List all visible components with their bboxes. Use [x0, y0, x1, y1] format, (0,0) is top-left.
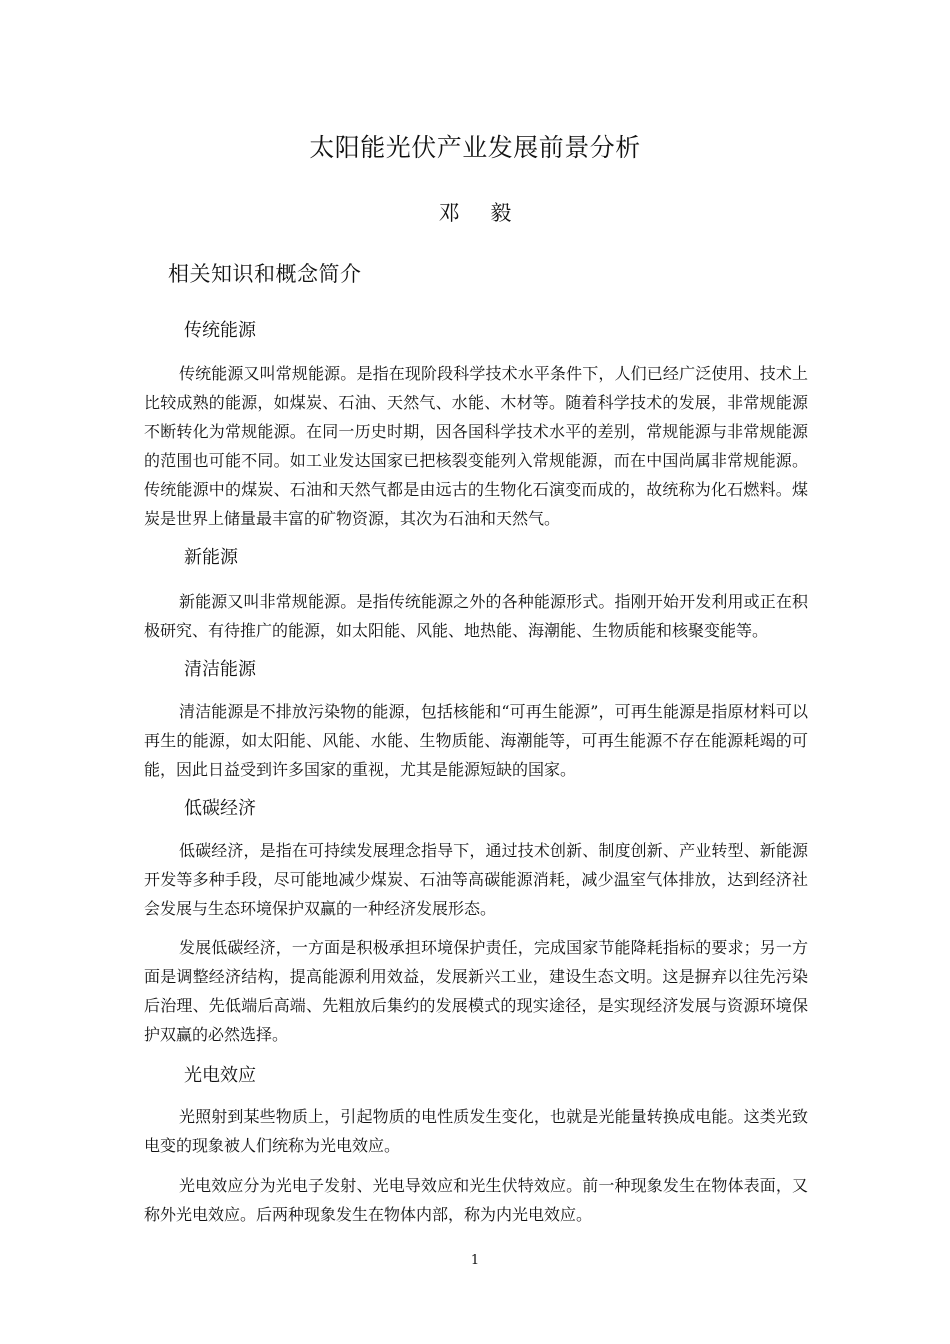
paragraph-photoelectric-effect-2: 光电效应分为光电子发射、光电导效应和光生伏特效应。前一种现象发生在物体表面，又称外光电效应。后两种现象发生在物体内部，称为内光电效应。: [144, 1176, 808, 1224]
paragraph-low-carbon-economy-1: 低碳经济，是指在可持续发展理念指导下，通过技术创新、制度创新、产业转型、新能源开发等多种手段，尽可能地减少煤炭、石油等高碳能源消耗，减少温室气体排放，达到经济社会发展与生态环境保护双赢的一种经济发展形态。: [144, 841, 808, 918]
subsection-heading-clean-energy: 清洁能源: [184, 659, 256, 680]
subsection-heading-low-carbon-economy: 低碳经济: [184, 798, 256, 819]
paragraph-photoelectric-effect-1: 光照射到某些物质上，引起物质的电性质发生变化，也就是光能量转换成电能。这类光致电变的现象被人们统称为光电效应。: [144, 1107, 808, 1155]
paragraph-traditional-energy: 传统能源又叫常规能源。是指在现阶段科学技术水平条件下，人们已经广泛使用、技术上比较成熟的能源，如煤炭、石油、天然气、水能、木材等。随着科学技术的发展，非常规能源不断转化为常规能源。在同一历史时期，因各国科学技术水平的差别，常规能源与非常规能源的范围也可能不同。如工业发达国家已把核裂变能列入常规能源，而在中国尚属非常规能源。传统能源中的煤炭、石油和天然气都是由远古的生物化石演变而成的，故统称为化石燃料。煤炭是世界上储量最丰富的矿物资源，其次为石油和天然气。: [144, 364, 808, 528]
page-number: 1: [470, 1253, 480, 1268]
subsection-heading-photoelectric-effect: 光电效应: [184, 1065, 256, 1086]
paragraph-low-carbon-economy-2: 发展低碳经济，一方面是积极承担环境保护责任，完成国家节能降耗指标的要求；另一方面是调整经济结构，提高能源利用效益，发展新兴工业，建设生态文明。这是摒弃以往先污染后治理、先低端后高端、先粗放后集约的发展模式的现实途径，是实现经济发展与资源环境保护双赢的必然选择。: [144, 938, 808, 1044]
paragraph-clean-energy: 清洁能源是不排放污染物的能源，包括核能和“可再生能源”，可再生能源是指原材料可以再生的能源，如太阳能、风能、水能、生物质能、海潮能等，可再生能源不存在能源耗竭的可能，因此日益受到许多国家的重视，尤其是能源短缺的国家。: [144, 702, 808, 779]
subsection-heading-new-energy: 新能源: [184, 547, 238, 568]
author-name: 邓 毅: [438, 201, 524, 225]
paragraph-new-energy: 新能源又叫非常规能源。是指传统能源之外的各种能源形式。指刚开始开发利用或正在积极研究、有待推广的能源，如太阳能、风能、地热能、海潮能、生物质能和核聚变能等。: [144, 592, 808, 640]
section-heading: 相关知识和概念简介: [168, 262, 362, 286]
document-title: 太阳能光伏产业发展前景分析: [309, 133, 641, 162]
subsection-heading-traditional-energy: 传统能源: [184, 320, 256, 341]
